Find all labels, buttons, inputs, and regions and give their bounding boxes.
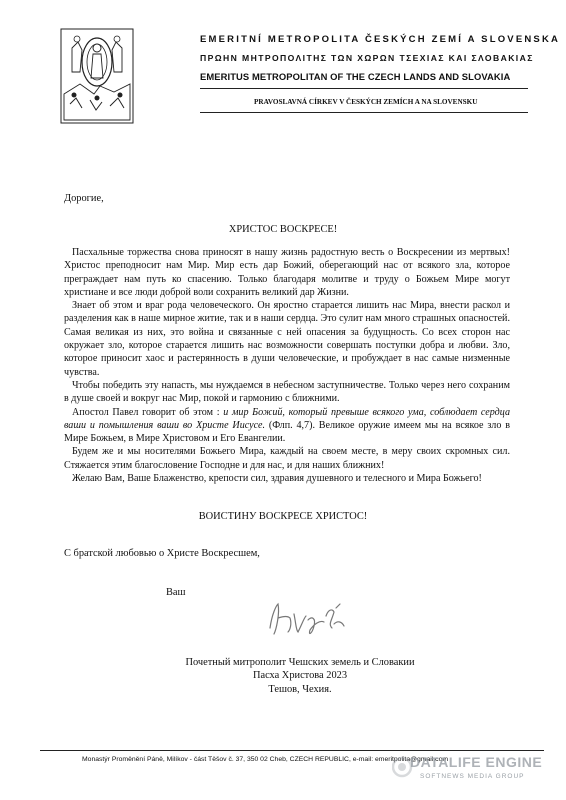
yours-word: Ваш <box>166 587 186 598</box>
paragraph: Пасхальные торжества снова приносят в нашу жизнь радостную весть о Воскресении из мертвых! Христос преподносит нам Мир. Мир есть дар Божий, оберегающий нас от всякого зла, которое преграждает нам путь ко спасению. Только благодаря молитве и труду о Божьем Мире могут христиане и все люди доброй воли сохранить великий дар Жизни. <box>64 247 510 298</box>
scripture-quote: и мир Божий, который превыше всякого ума, соблюдает сердца ваши и помышления ваши во Христе Иисусе. <box>64 406 510 431</box>
closing-line: С братской любовью о Христе Воскресшем, <box>64 548 260 559</box>
footer-address: Monastýr Proměnění Páně, Milíkov - část Těšov č. 37, 350 02 Cheb, CZECH REPUBLIC, e-mail: emeritpolita@gmail.com <box>82 756 449 763</box>
letterhead-divider-bottom <box>200 112 528 113</box>
transfiguration-icon <box>60 28 134 124</box>
letterhead-line-czech: EMERITNÍ METROPOLITA ČESKÝCH ZEMÍ A SLOVENSKA <box>200 34 561 45</box>
letter-date: Пасха Христова 2023 <box>252 670 348 682</box>
letterhead-line-greek: ΠΡΩΗΝ ΜΗΤΡΟΠΟΛΙΤΗΣ ΤΩΝ ΧΩΡΩΝ ΤΣΕΧΙΑΣ ΚΑΙ ΣΛΟΒΑΚΙΑΣ <box>200 53 534 63</box>
footer-divider <box>40 750 544 751</box>
paragraph: Будем же и мы носителями Божьего Мира, каждый на своем месте, в меру своих скромных сил. Стяжается этим благословение Господне и для нас, и для наших ближних! <box>64 446 510 471</box>
scripture-intro: Апостол Павел говорит об этом : <box>72 406 224 418</box>
letter-body <box>64 246 510 485</box>
letterhead-church-name: PRAVOSLAVNÁ CÍRKEV V ČESKÝCH ZEMÍCH A NA SLOVENSKU <box>254 98 478 106</box>
paragraph: Чтобы победить эту напасть, мы нуждаемся в небесном заступничестве. Только через него сохраним в душе своей и вокруг нас Мир, покой и гармонию с ближними. <box>64 379 510 405</box>
paragraph: Желаю Вам, Ваше Блаженство, крепости сил, здравия душевного и телесного и Мира Божьего! <box>72 473 482 485</box>
handwritten-signature <box>262 594 352 644</box>
signatory-title: Почетный митрополит Чешских земель и Словакии <box>185 657 415 668</box>
greeting-title: ХРИСТОС ВОСКРЕСЕ! <box>228 224 338 235</box>
paragraph-scripture <box>64 406 510 446</box>
paragraph: Знает об этом и враг рода человеческого. Он яростно старается лишить нас Мира, внести раскол и разделения как в наше мирное житие, так и в наши сердца. Это сулит нам много страшных опасностей. Самая великая из них, это война и связанные с ней опасения за будущность. Со всех сторон нас окружает зло, которое старается лишить нас возможности совершать поступки добра и любви. Зло, которое приносит хаос и растерянность в души человеческие, и пробуждает в нас самые низменные чувства. <box>64 300 510 378</box>
response-title: ВОИСТИНУ ВОСКРЕСЕ ХРИСТОС! <box>198 511 368 522</box>
watermark-subtitle: SOFTNEWS MEDIA GROUP <box>420 773 525 780</box>
signature-block <box>160 656 440 696</box>
watermark-brand: DATALIFE ENGINE <box>410 754 543 770</box>
letter-place: Тешов, Чехия. <box>268 683 332 695</box>
letterhead-divider <box>200 88 528 89</box>
salutation: Дорогие, <box>64 193 104 204</box>
letterhead-line-english: EMERITUS METROPOLITAN OF THE CZECH LANDS AND SLOVAKIA <box>200 71 511 82</box>
scripture-reference: (Флп. 4,7). Великое оружие имеем мы на всякое зло в Мире Божьем, в Мире Христовом и Его Евангелии. <box>64 419 510 445</box>
